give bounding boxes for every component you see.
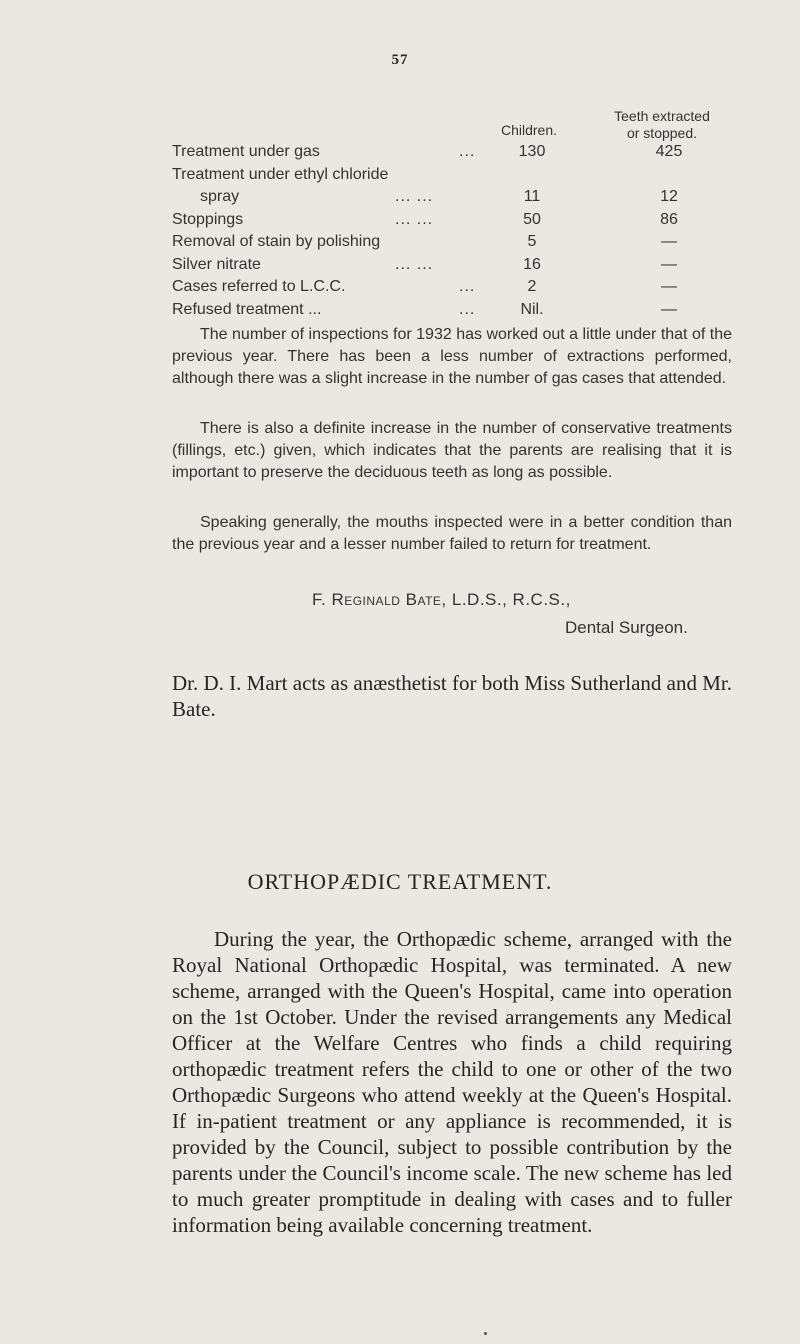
table-row (172, 209, 732, 232)
column-header-teeth-line1: Teeth extracted (614, 108, 710, 124)
row-label: Removal of stain by polishing (172, 233, 381, 250)
page-number: 57 (391, 52, 409, 68)
row-label: Cases referred to L.C.C. (172, 278, 346, 295)
children-value: 5 (527, 233, 537, 250)
leader-dots: ... (459, 300, 476, 318)
column-header-children: Children. (500, 122, 558, 138)
teeth-value: — (661, 278, 677, 295)
conservative-treatment-paragraph: There is also a definite increase in the number of conservative treatments (fillings, etc.) given, which indicates that the parents are realising that it is important to preserve the deciduous teeth as long as possible. (172, 420, 732, 481)
column-header-teeth-line2: or stopped. (626, 125, 698, 141)
teeth-value: 86 (660, 210, 678, 228)
row-label: Treatment under gas (172, 143, 320, 160)
signature-name: F. Reginald Bate, L.D.S., R.C.S., (312, 590, 571, 609)
table-row (172, 186, 732, 209)
section-heading: ORTHOPÆDIC TREATMENT. (247, 869, 553, 894)
inspection-summary-paragraph: The number of inspections for 1932 has worked out a little under that of the previous year. There has been a less number of extractions performed, although there was a slight increase in the number of gas cases that attended. (172, 326, 732, 387)
teeth-value: — (661, 300, 677, 318)
paper-speck (484, 1332, 487, 1335)
children-value: 50 (523, 210, 541, 228)
teeth-value: 425 (655, 143, 683, 160)
column-header-teeth (592, 108, 732, 142)
teeth-value: 12 (660, 188, 678, 205)
leader-dots: ... ... (395, 210, 434, 228)
row-label: Treatment under ethyl chloride (172, 165, 389, 183)
leader-dots: ... ... (395, 255, 434, 273)
row-label: Silver nitrate (172, 255, 261, 273)
anaesthetist-note: Dr. D. I. Mart acts as anæsthetist for both Miss Sutherland and Mr. Bate. (172, 671, 732, 721)
children-value: 130 (518, 143, 546, 160)
mouth-condition-paragraph: Speaking generally, the mouths inspected were in a better condition than the previous year and a lesser number failed to return for treatment. (172, 514, 732, 553)
teeth-value: — (661, 255, 677, 273)
leader-dots: ... (459, 278, 476, 295)
leader-dots: ... ... (395, 188, 434, 205)
teeth-value: — (661, 233, 677, 250)
table-row (172, 164, 732, 187)
table-row (172, 231, 732, 254)
signature-title: Dental Surgeon. (565, 618, 688, 637)
children-value: 2 (527, 278, 537, 295)
orthopaedic-paragraph: During the year, the Orthopædic scheme, arranged with the Royal National Orthopædic Hospital, was terminated. A new scheme, arranged with the Queen's Hospital, came into operation on the 1st October. Under the revised arrangements any Medical Officer at the Welfare Centres who finds a child requiring orthopædic treatment refers the child to one or other of the two Orthopædic Surgeons who attend weekly at the Queen's Hospital. If in-patient treatment or any appliance is recommended, it is provided by the Council, subject to possible contribution by the parents under the Council's income scale. The new scheme has led to much greater promptitude in dealing with cases and to fuller information being available concerning treatment. (172, 927, 732, 1237)
leader-dots: ... (459, 143, 476, 160)
table-row (172, 141, 732, 164)
table-row (172, 299, 732, 322)
table-row (172, 254, 732, 277)
row-label: spray (200, 188, 240, 205)
children-value: Nil. (520, 300, 544, 318)
dental-treatment-table (172, 141, 732, 321)
children-value: 11 (523, 188, 541, 205)
table-row (172, 276, 732, 299)
row-label: Refused treatment ... (172, 300, 322, 318)
children-value: 16 (523, 255, 541, 273)
row-label: Stoppings (172, 210, 244, 228)
